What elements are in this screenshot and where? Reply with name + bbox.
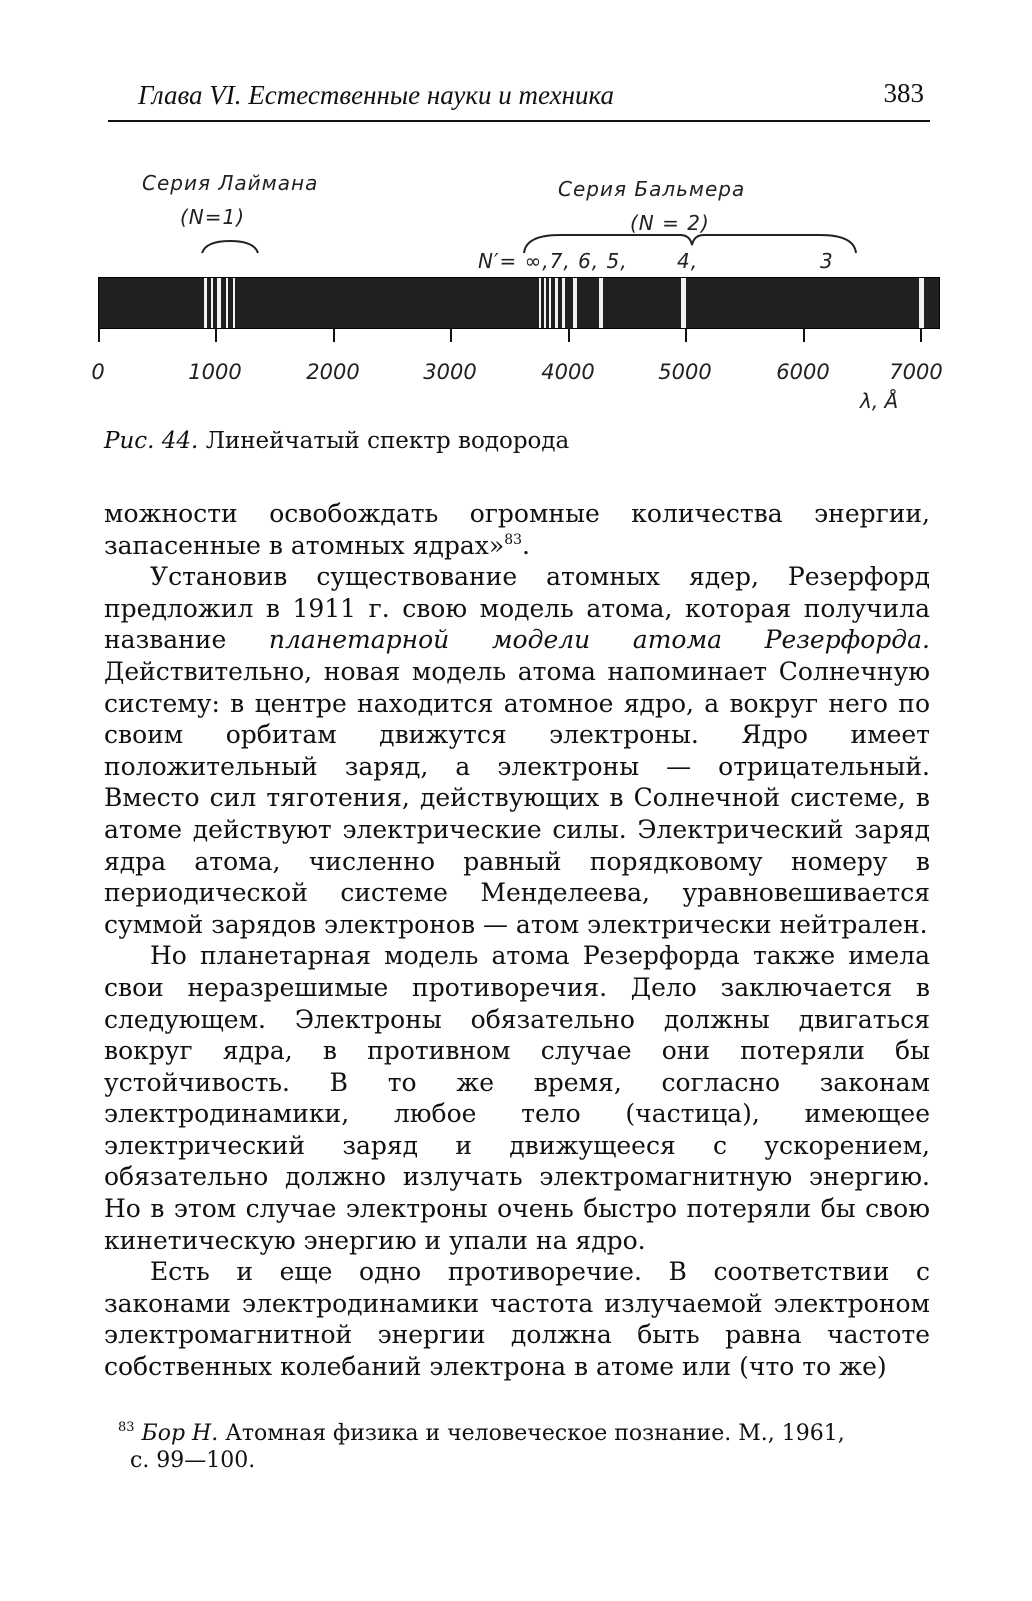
footnote-ref: 83 — [504, 531, 523, 548]
caption-text: Линейчатый спектр водорода — [205, 428, 570, 454]
spectral-line — [549, 278, 551, 328]
spectral-line — [204, 278, 207, 328]
footnote-author: Бор Н. — [141, 1421, 219, 1446]
paragraph-4: Есть и еще одно противоречие. В соответствии с законами электродинамики частота излучаемой электроном электромагнитной энергии должна быть равна частоте собственных колебаний электрона в атоме или (что то же) — [104, 1257, 930, 1382]
spectral-line — [226, 278, 228, 328]
footnote-line-1 — [118, 1420, 930, 1447]
footnote-pages: с. 99—100. — [130, 1448, 256, 1473]
footnote-text: Атомная физика и человеческое познание. М., 1961, — [225, 1421, 845, 1446]
spectral-line — [539, 278, 541, 328]
paragraph-1 — [104, 498, 930, 561]
figure-caption — [104, 428, 569, 454]
axis-label-3000: 3000 — [423, 360, 477, 384]
spectral-line — [599, 278, 603, 328]
axis-label-0: 0 — [91, 360, 105, 384]
wavelength-unit: λ, Å — [860, 389, 899, 413]
spectral-line — [573, 278, 577, 328]
axis-label-4000: 4000 — [541, 360, 595, 384]
header-rule — [108, 120, 930, 122]
axis-label-6000: 6000 — [776, 360, 830, 384]
lyman-series-label: Серия Лаймана — [142, 171, 319, 195]
spectral-line — [919, 278, 924, 328]
spectral-line — [555, 278, 558, 328]
paragraph-2-emphasis: планетарной модели атома Резерфорда. — [268, 625, 930, 655]
nprime-values: N′= ∞,7, 6, 5, — [478, 249, 628, 273]
axis-tick — [450, 328, 452, 342]
lyman-n-label: (N=1) — [180, 205, 246, 229]
spectrum-band — [98, 277, 940, 329]
axis-tick — [333, 328, 335, 342]
caption-number: Рис. 44. — [104, 428, 199, 454]
footnote-number: 83 — [118, 1420, 135, 1435]
paragraph-2-text-b: Действительно, новая модель атома напоминает Солнечную систему: в центре находится атомное ядро, а вокруг него по своим орбитам движутся электроны. Ядро имеет положительный заряд, а электроны — отрицательный. Вместо сил тяготения, действующих в Солнечной системе, в атоме действуют электрические силы. Электрический заряд ядра атома, численно равный порядковому номеру в периодической системе Менделеева, уравновешивается суммой зарядов электронов — атом электрически нейтрален. — [104, 656, 930, 939]
axis-tick — [98, 328, 100, 342]
axis-tick — [920, 328, 922, 342]
axis-label-2000: 2000 — [306, 360, 360, 384]
axis-tick — [803, 328, 805, 342]
axis-tick — [685, 328, 687, 342]
body-text — [104, 498, 930, 1383]
running-header — [108, 74, 930, 122]
axis-label-1000: 1000 — [188, 360, 242, 384]
axis-ticks — [98, 328, 938, 342]
axis-tick — [568, 328, 570, 342]
nprime-4: 4, — [677, 249, 699, 273]
axis-label-7000: 7000 — [889, 360, 943, 384]
spectral-line — [233, 278, 235, 328]
spectral-line — [211, 278, 213, 328]
chapter-title: Глава VI. Естественные науки и техника — [138, 80, 615, 110]
lyman-brace-icon — [200, 237, 260, 255]
spectral-line — [544, 278, 546, 328]
paragraph-2-text-a: Установив существование атомных ядер, Резерфорд предложил в 1911 г. свою модель атома, которая получила название — [104, 562, 930, 655]
spectral-line — [562, 278, 565, 328]
paragraph-1-text: можности освобождать огромные количества энергии, запасенные в атомных ядрах» — [104, 499, 930, 560]
axis-label-5000: 5000 — [658, 360, 712, 384]
page-number: 383 — [883, 78, 924, 108]
hydrogen-spectrum-figure — [80, 165, 960, 425]
balmer-series-label: Серия Бальмера — [558, 177, 746, 201]
balmer-n-label: (N = 2) — [630, 211, 710, 235]
spectral-line — [681, 278, 686, 328]
paragraph-3: Но планетарная модель атома Резерфорда также имела свои неразрешимые противоречия. Дело заключается в следующем. Электроны обязательно должны двигаться вокруг ядра, в противном случае они потеряли бы устойчивость. В то же время, согласно законам электродинамики, любое тело (частица), имеющее электрический заряд и движущееся с ускорением, обязательно должно излучать электромагнитную энергию. Но в этом случае электроны очень быстро потеряли бы свою кинетическую энергию и упали на ядро. — [104, 941, 930, 1255]
axis-tick — [215, 328, 217, 342]
footnote — [118, 1420, 930, 1474]
nprime-3: 3 — [820, 249, 834, 273]
paragraph-1-end: . — [522, 530, 530, 560]
spectral-line — [217, 278, 221, 328]
paragraph-2 — [104, 561, 930, 940]
